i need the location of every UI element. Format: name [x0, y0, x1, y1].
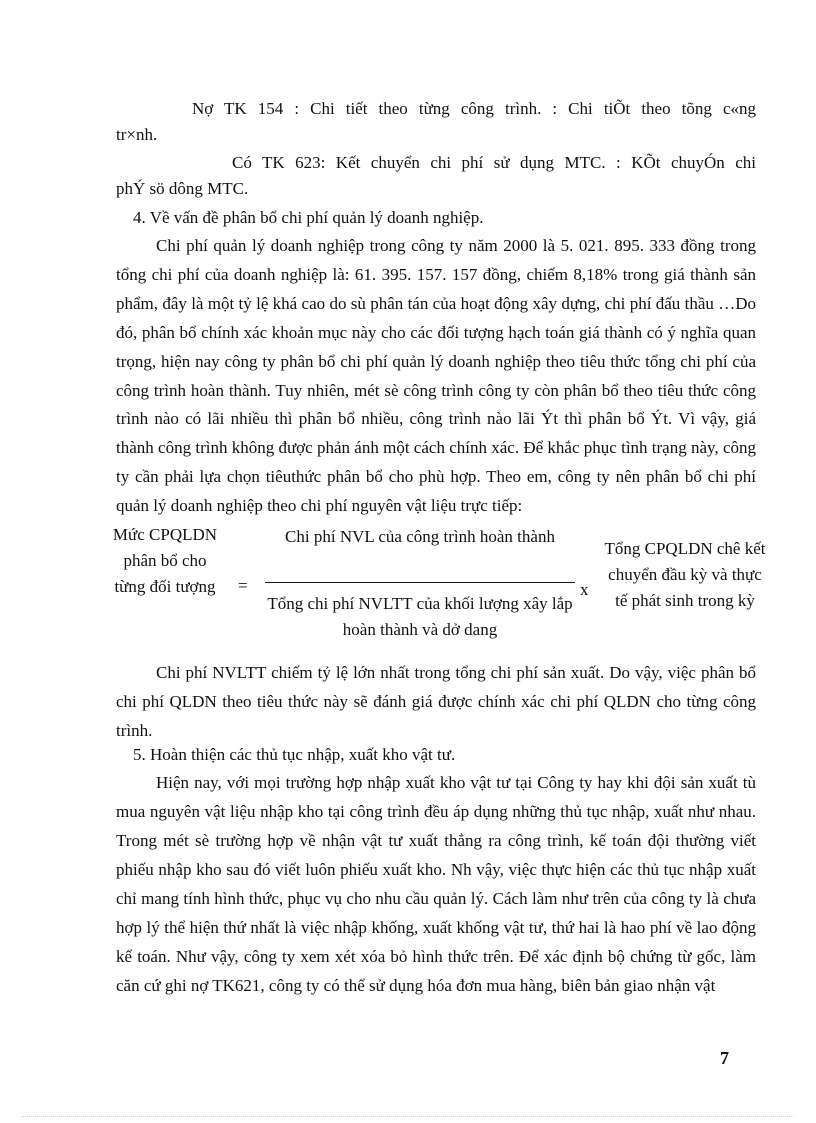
formula-right-term: Tổng CPQLDN chê kết chuyển đầu kỳ và thực tế phát sinh trong kỳ: [604, 539, 766, 610]
after-formula-paragraph: Chi phí NVLTT chiếm tỷ lệ lớn nhất trong tổng chi phí sản xuất. Do vậy, việc phân bổ chi phí QLDN theo tiêu thức này sẽ đánh giá được chính xác chi phí QLDN cho từng công trình.: [116, 663, 756, 740]
entry-co-tk-623-line1: Có TK 623: Kết chuyển chi phí sử dụng MTC. : KÕt chuyÓn chi: [232, 153, 756, 172]
page-number: 7: [720, 1048, 729, 1068]
entry-no-tk-154-line1: Nợ TK 154 : Chi tiết theo từng công trình. : Chi tiÕt theo tõng c«ng: [192, 99, 756, 118]
formula-multiply-sign: x: [580, 580, 589, 599]
entry-co-tk-623-line2: phÝ sö dông MTC.: [116, 179, 249, 198]
formula-equals-sign: =: [238, 576, 248, 595]
section-4-heading: 4. Về vấn đề phân bổ chi phí quản lý doanh nghiệp.: [133, 208, 484, 227]
footer-divider: [22, 1116, 794, 1117]
section-5-heading: 5. Hoàn thiện các thủ tục nhập, xuất kho vật tư.: [133, 745, 456, 764]
formula-left-term: Mức CPQLDN phân bổ cho từng đối tượng: [112, 525, 218, 596]
section-5-paragraph: Hiện nay, với mọi trường hợp nhập xuất kho vật tư tại Công ty hay khi đội sản xuất tù mua nguyên vật liệu nhập kho tại công trình đều áp dụng những thủ tục nhập, xuất như nhau. Trong mét sè trường hợp về nhận vật tư xuất thẳng ra công trình, kế toán đội thường viết phiếu nhập kho sau đó viết luôn phiếu xuất kho. Nh vậy, việc thực hiện các thủ tục nhập xuất chỉ mang tính hình thức, phục vụ cho nhu cầu quản lý. Cách làm như trên của công ty là chưa hợp lý thể hiện thứ nhất là việc nhập khống, xuất khống vật tư, thứ hai là hao phí về lao động kế toán. Như vậy, công ty xem xét xóa bỏ hình thức trên. Để xác định bộ chứng từ gốc, làm căn cứ ghi nợ TK621, công ty có thể sử dụng hóa đơn mua hàng, biên bản giao nhận vật: [116, 773, 756, 995]
allocation-formula: [110, 522, 770, 652]
formula-fraction-bar: [265, 582, 575, 583]
entry-no-tk-154-line2: tr×nh.: [116, 125, 158, 144]
formula-denominator: Tổng chi phí NVLTT của khối lượng xây lắp hoàn thành và dở dang: [267, 594, 573, 639]
formula-numerator: Chi phí NVL của công trình hoàn thành: [285, 527, 555, 546]
section-4-paragraph: Chi phí quản lý doanh nghiệp trong công ty năm 2000 là 5. 021. 895. 333 đồng trong tổng chi phí của doanh nghiệp là: 61. 395. 157. 157 đồng, chiếm 8,18% trong giá thành sản phẩm, đây là một tỷ lệ khá cao do sù phân tán của hoạt động xây dựng, chi phí đấu thầu …Do đó, phân bổ chính xác khoản mục này cho các đối tượng hạch toán giá thành có ý nghĩa quan trọng, hiện nay công ty phân bổ chi phí quản lý doanh nghiệp theo tiêu thức tổng chi phí của công trình hoàn thành. Tuy nhiên, mét sè công trình công ty còn phân bổ theo tiêu thức công trình nào có lãi nhiều thì phân bổ nhiều, công trình nào lãi Ýt thì phân bổ Ýt. Vì vậy, giá thành công trình không được phản ánh một cách chính xác. Để khắc phục tình trạng này, công ty cần phải lựa chọn tiêuthức phân bổ cho phù hợp. Theo em, công ty nên phân bổ chi phí quản lý doanh nghiệp theo chi phí nguyên vật liệu trực tiếp:: [116, 236, 756, 516]
formula-fraction: [265, 524, 575, 643]
